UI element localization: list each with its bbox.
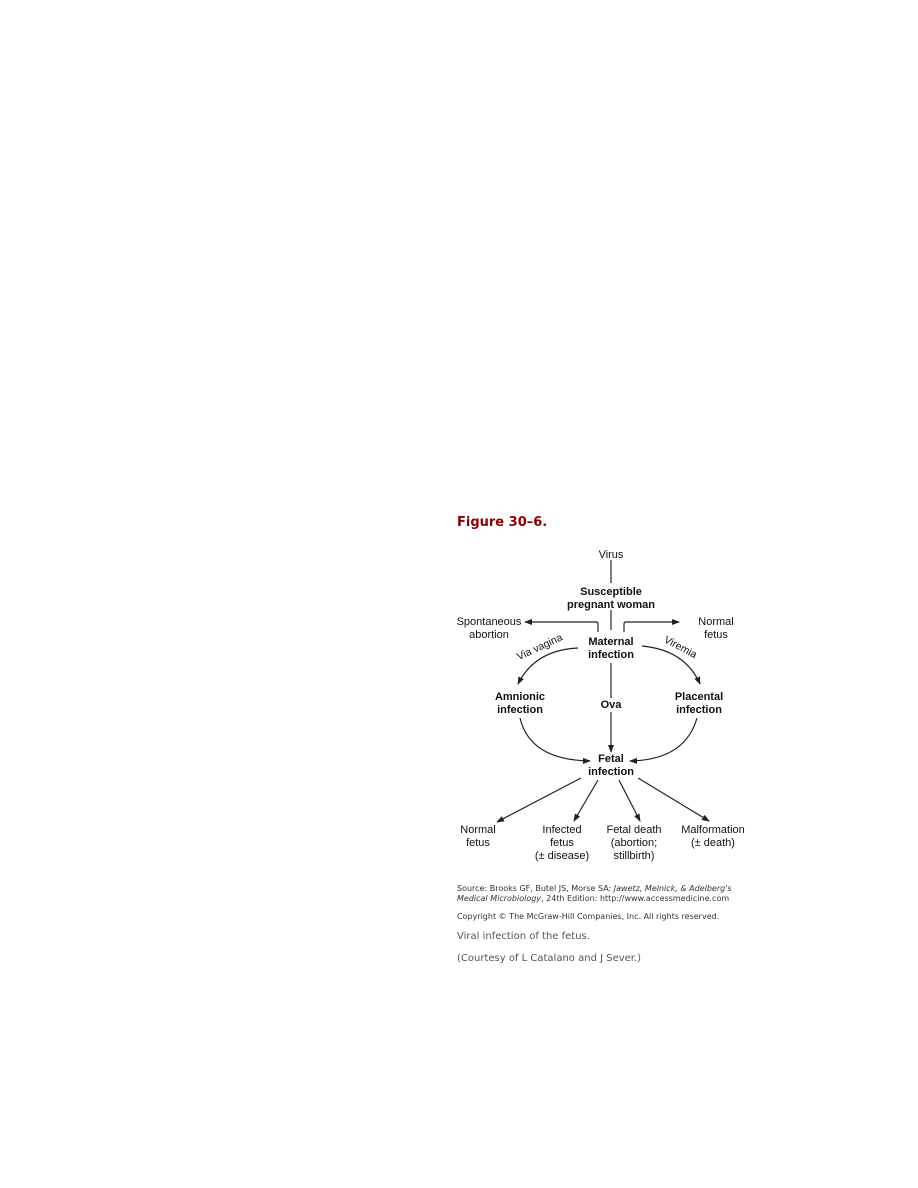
figure-description: Viral infection of the fetus. <box>457 931 590 942</box>
node-fetal-death-l3: stillbirth) <box>613 850 655 862</box>
node-normal-fetus-top-l2: fetus <box>704 629 728 641</box>
node-spontaneous-abortion-l1: Spontaneous <box>456 616 522 628</box>
edge-fetal-normal <box>497 778 581 822</box>
node-maternal-infection-l2: infection <box>588 649 634 661</box>
edge-fetal-death <box>619 780 640 821</box>
node-ova: Ova <box>600 699 622 711</box>
figure-title: Figure 30–6. <box>457 515 548 530</box>
node-malformation-l2: (± death) <box>691 837 735 849</box>
source-title-1: Jawetz, Melnick, & Adelberg's <box>613 884 732 893</box>
flow-diagram <box>445 538 755 868</box>
node-susceptible-woman-l1: Susceptible <box>580 586 642 598</box>
edge-amnionic-fetal <box>520 718 590 761</box>
edge-label-via-vagina: Via vagina <box>515 631 565 664</box>
node-normal-fetus-top-l1: Normal <box>698 616 734 628</box>
node-normal-fetus-bottom-l1: Normal <box>460 824 496 836</box>
node-virus: Virus <box>598 549 624 561</box>
node-fetal-infection-l1: Fetal <box>598 753 624 765</box>
node-amnionic-infection-l1: Amnionic <box>494 691 546 703</box>
node-fetal-death-l1: Fetal death <box>606 824 662 836</box>
edge-label-viremia: Viremia <box>661 633 699 661</box>
node-placental-infection-l2: infection <box>676 704 722 716</box>
node-spontaneous-abortion-l2: abortion <box>469 629 509 641</box>
node-fetal-death-l2: (abortion; <box>610 837 658 849</box>
edge-fetal-infected <box>574 780 598 821</box>
node-maternal-infection-l1: Maternal <box>588 636 634 648</box>
edge-fetal-malformation <box>638 778 709 821</box>
edge-spontaneous-abortion <box>525 622 598 632</box>
node-placental-infection-l1: Placental <box>674 691 724 703</box>
copyright-notice: Copyright © The McGraw-Hill Companies, Inc. All rights reserved. <box>457 912 720 921</box>
source-title-2: Medical Microbiology <box>457 894 542 903</box>
edge-normal-fetus-top <box>624 622 679 632</box>
node-fetal-infection-l2: infection <box>588 766 634 778</box>
source-prefix: Source: Brooks GF, Butel JS, Morse SA: <box>457 884 614 893</box>
node-normal-fetus-bottom-l2: fetus <box>466 837 490 849</box>
node-malformation-l1: Malformation <box>681 824 745 836</box>
node-infected-fetus-l2: fetus <box>550 837 574 849</box>
source-suffix: , 24th Edition: http://www.accessmedicine.com <box>541 894 730 903</box>
source-citation <box>457 884 732 904</box>
edge-placental-fetal <box>630 718 697 761</box>
node-amnionic-infection-l2: infection <box>497 704 543 716</box>
figure-courtesy: (Courtesy of L Catalano and J Sever.) <box>457 953 642 964</box>
node-infected-fetus-l3: (± disease) <box>534 850 590 862</box>
node-susceptible-woman-l2: pregnant woman <box>566 599 656 611</box>
node-infected-fetus-l1: Infected <box>542 824 582 836</box>
